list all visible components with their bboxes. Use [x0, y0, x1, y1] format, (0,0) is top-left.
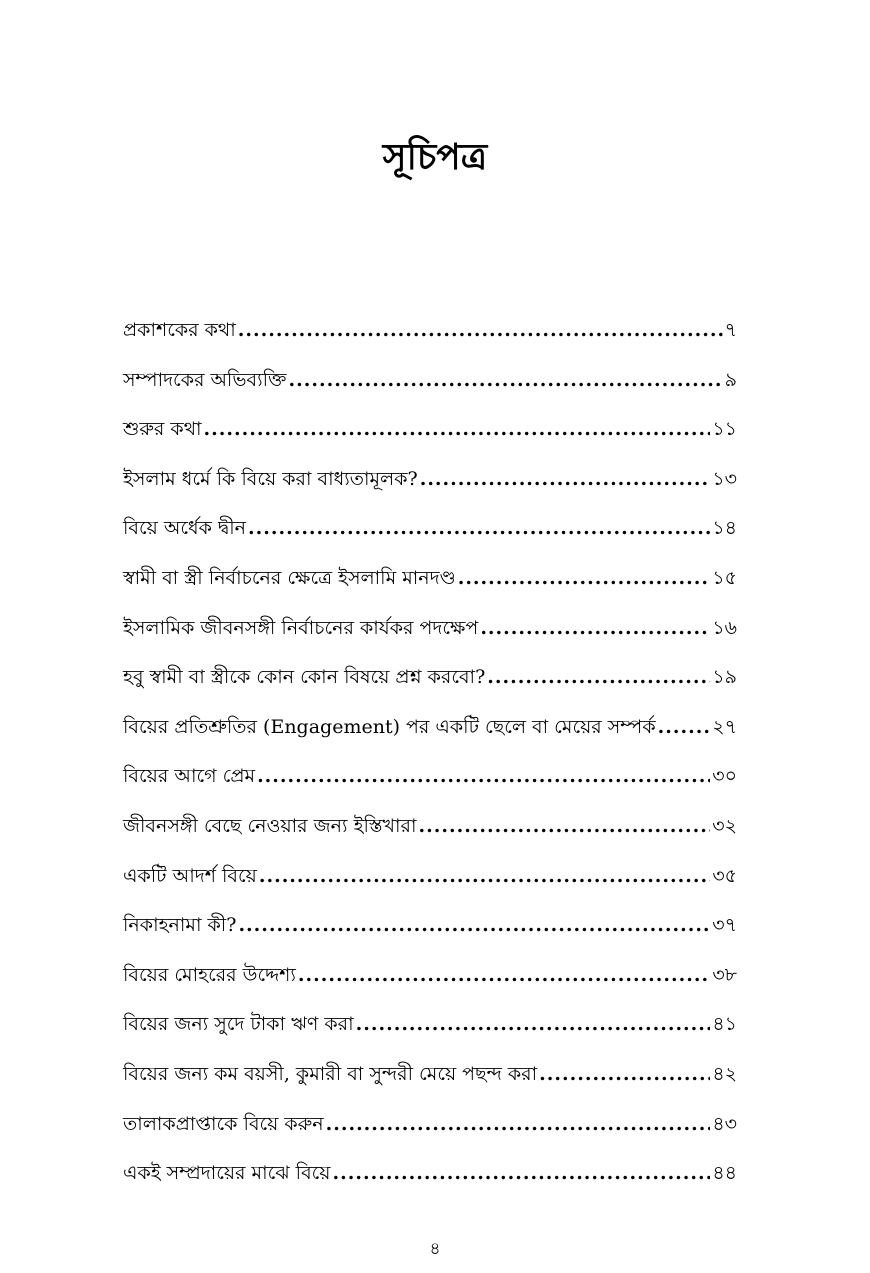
toc-entry: [123, 465, 737, 515]
toc-leader-dots: [298, 964, 710, 986]
toc-entry-page: ১১: [712, 418, 737, 441]
toc-entry-title: বিয়ের প্রতিশ্রুতির (Engagement) পর একটি ছেলে বা মেয়ের সম্পর্ক: [123, 715, 656, 738]
toc-entry-title: হবু স্বামী বা স্ত্রীকে কোন কোন বিষয়ে প্রশ্ন করবো?: [123, 666, 486, 689]
toc-leader-dots: [658, 716, 711, 738]
toc-entry-title: বিয়ের আগে প্রেম: [123, 765, 256, 788]
toc-entry: [123, 911, 737, 961]
toc-entry-page: ১৬: [712, 616, 737, 639]
toc-entry: [123, 366, 737, 416]
toc-leader-dots: [289, 369, 723, 391]
table-of-contents: [123, 316, 737, 1209]
toc-leader-dots: [238, 914, 710, 936]
page-title: সূচিপত্র: [382, 136, 488, 178]
toc-entry-title: প্রকাশকের কথা: [123, 319, 236, 341]
toc-entry-title: স্বামী বা স্ত্রী নির্বাচনের ক্ষেত্রে ইসলামি মানদণ্ড: [123, 566, 456, 589]
toc-entry-page: ৩২: [712, 814, 737, 837]
toc-entry: [123, 762, 737, 812]
toc-entry: [123, 316, 737, 366]
toc-entry-page: ৭: [724, 319, 737, 341]
toc-leader-dots: [487, 666, 710, 688]
toc-entry: [123, 1110, 737, 1160]
toc-entry-page: ৯: [724, 368, 737, 391]
toc-entry: [123, 1010, 737, 1060]
toc-entry: [123, 713, 737, 763]
toc-entry: [123, 812, 737, 862]
toc-entry-title: বিয়ের মোহরের উদ্দেশ্য: [123, 963, 296, 986]
toc-entry-title: সম্পাদকের অভিব্যক্তি: [123, 368, 287, 391]
toc-leader-dots: [257, 765, 710, 787]
toc-leader-dots: [539, 1063, 710, 1085]
toc-leader-dots: [333, 1162, 711, 1184]
toc-entry-page: ৪২: [712, 1062, 737, 1085]
toc-entry: [123, 862, 737, 912]
toc-entry-page: ৩৭: [712, 914, 737, 937]
toc-entry-title: বিয়ে অর্ধেক দ্বীন: [123, 517, 247, 540]
toc-leader-dots: [326, 1113, 711, 1135]
toc-entry: [123, 1159, 737, 1209]
toc-entry-page: ৪৩: [712, 1112, 737, 1135]
toc-entry-title: জীবনসঙ্গী বেছে নেওয়ার জন্য ইস্তিখারা: [123, 814, 417, 837]
toc-leader-dots: [458, 567, 711, 589]
toc-entry-page: ৩০: [712, 765, 737, 788]
toc-entry-title: তালাকপ্রাপ্তাকে বিয়ে করুন: [123, 1112, 324, 1135]
toc-entry-title: নিকাহনামা কী?: [123, 914, 237, 937]
toc-entry-page: ১৫: [712, 566, 737, 589]
toc-entry-page: ৪৪: [712, 1162, 737, 1185]
toc-entry-page: ১৪: [712, 517, 737, 540]
toc-entry-page: ১৩: [712, 467, 737, 490]
toc-entry-title: একই সম্প্রদায়ের মাঝে বিয়ে: [123, 1162, 331, 1185]
toc-leader-dots: [248, 517, 710, 539]
toc-entry-title: শুরুর কথা: [123, 418, 202, 441]
toc-entry: [123, 663, 737, 713]
toc-entry-title: ইসলাম ধর্মে কি বিয়ে করা বাধ্যতামূলক?: [123, 467, 418, 490]
toc-leader-dots: [480, 617, 710, 639]
toc-entry: [123, 961, 737, 1011]
toc-entry-title: একটি আদর্শ বিয়ে: [123, 864, 257, 887]
page-number: ৪: [429, 1239, 441, 1259]
toc-entry-title: বিয়ের জন্য কম বয়সী, কুমারী বা সুন্দরী মেয়ে পছন্দ করা: [123, 1062, 538, 1085]
toc-entry: [123, 564, 737, 614]
toc-leader-dots: [420, 468, 711, 490]
toc-leader-dots: [419, 815, 711, 837]
toc-leader-dots: [238, 319, 723, 341]
toc-entry-page: ৩৫: [712, 864, 737, 887]
toc-entry-page: ১৯: [712, 666, 737, 689]
toc-entry-page: ৪১: [712, 1013, 737, 1036]
toc-leader-dots: [356, 1013, 711, 1035]
toc-entry-title: ইসলামিক জীবনসঙ্গী নির্বাচনের কার্যকর পদক্ষেপ: [123, 616, 479, 639]
toc-entry-page: ৩৮: [712, 963, 737, 986]
toc-leader-dots: [204, 418, 711, 440]
toc-entry: [123, 415, 737, 465]
toc-entry: [123, 614, 737, 664]
toc-entry: [123, 1060, 737, 1110]
toc-entry: [123, 514, 737, 564]
toc-entry-title: বিয়ের জন্য সুদে টাকা ঋণ করা: [123, 1013, 354, 1036]
toc-entry-page: ২৭: [712, 715, 737, 738]
toc-leader-dots: [259, 865, 710, 887]
